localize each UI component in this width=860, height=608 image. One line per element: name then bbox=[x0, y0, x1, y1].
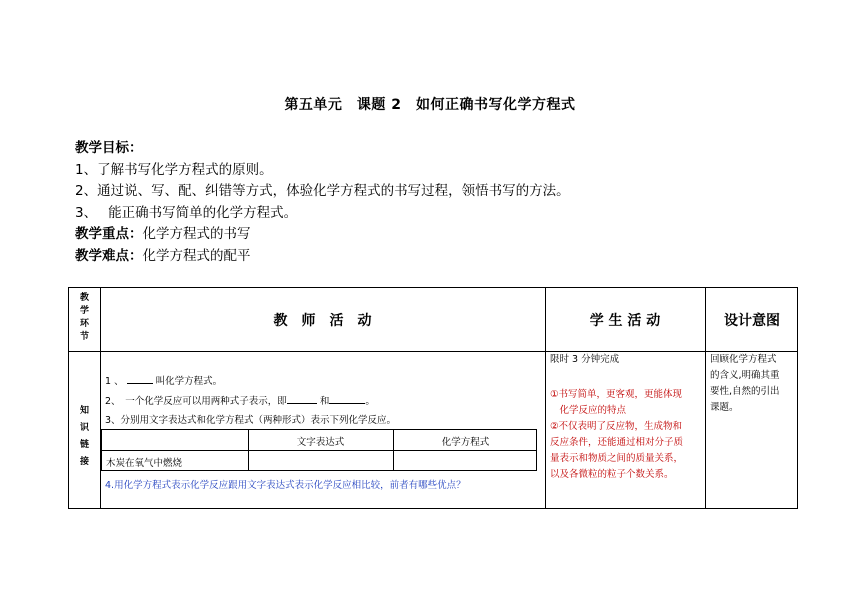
answer-blank[interactable] bbox=[287, 393, 317, 404]
objective-item: 2、通过说、写、配、纠错等方式，体验化学方程式的书写过程，领悟书写的方法。 bbox=[75, 183, 570, 199]
question-3: 3、分别用文字表达式和化学方程式（两种形式）表示下列化学反应。 bbox=[105, 415, 397, 426]
header-stage: 教 学 环 节 bbox=[79, 293, 89, 342]
sub-header-equation: 化学方程式 bbox=[441, 437, 490, 448]
sub-header-word: 文字表达式 bbox=[296, 437, 345, 448]
header-student: 学 生 活 动 bbox=[589, 313, 661, 329]
answer-blank[interactable] bbox=[127, 373, 153, 384]
question-4: 4.用化学方程式表示化学反应跟用文字表达式表示化学反应相比较，前者有哪些优点？ bbox=[105, 480, 466, 491]
lesson-table bbox=[68, 287, 798, 509]
question-1: 1 、 叫化学方程式。 bbox=[105, 373, 222, 390]
sub-cell-word-input[interactable] bbox=[249, 451, 392, 470]
header-teacher: 教 师 活 动 bbox=[273, 313, 372, 329]
sub-row-label: 木炭在氧气中燃烧 bbox=[106, 458, 183, 469]
page-title: 第五单元 课题 2 如何正确书写化学方程式 bbox=[284, 97, 576, 113]
row-stage: 知 识 链 接 bbox=[79, 406, 89, 467]
objective-item: 3、 能正确书写简单的化学方程式。 bbox=[75, 204, 298, 221]
design-intent: 回顾化学方程式 的含义,明确其重 要性,自然的引出 课题。 bbox=[710, 354, 780, 413]
key-point: 教学重点：化学方程式的书写 bbox=[75, 226, 251, 242]
objectives-heading: 教学目标： bbox=[75, 140, 143, 156]
header-design: 设计意图 bbox=[724, 313, 780, 329]
expression-table bbox=[101, 429, 537, 471]
student-answers: ①书写简单，更客观，更能体现 化学反应的特点 ②不仅表明了反应物，生成物和 反应条件，还能通过相对分子质 量表示和物质之间的质量关系， 以及各微粒的粒子个数关系。 bbox=[550, 389, 684, 480]
difficulty: 教学难点：化学方程式的配平 bbox=[75, 247, 251, 264]
answer-blank[interactable] bbox=[329, 393, 365, 404]
student-time-limit: 限时 3 分钟完成 bbox=[550, 354, 620, 365]
intro-section bbox=[75, 138, 570, 267]
question-2: 2、 一个化学反应可以用两种式子表示，即 和 。 bbox=[105, 393, 375, 410]
sub-cell-equation-input[interactable] bbox=[394, 451, 537, 470]
objective-item: 1、了解书写化学方程式的原则。 bbox=[75, 161, 273, 178]
